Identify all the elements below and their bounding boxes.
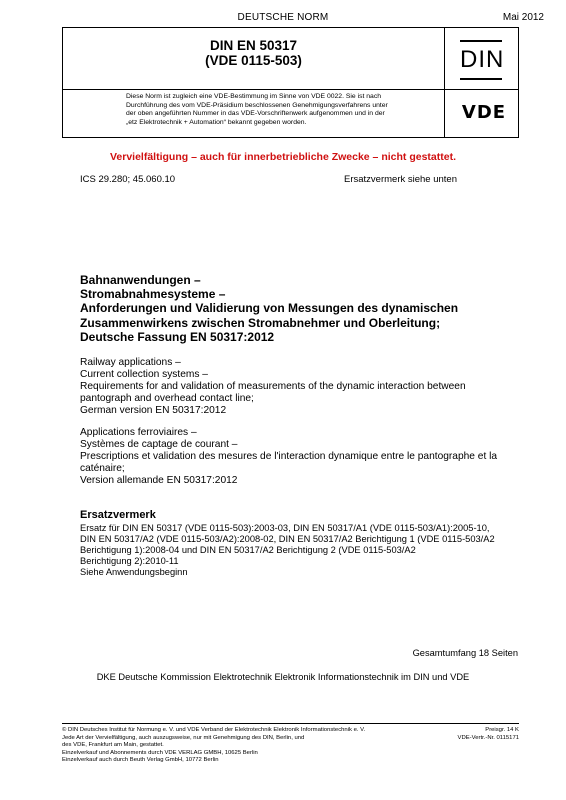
french-title-line: Version allemande EN 50317:2012 (80, 475, 238, 486)
vde-logo: VDE (461, 102, 507, 123)
din-logo-text: DIN (460, 46, 505, 73)
replacement-line: Ersatz für DIN EN 50317 (VDE 0115-503):2003-03, DIN EN 50317/A1 (VDE 0115-503/A1):2005-10, (80, 523, 490, 533)
footer-line: Einzelverkauf und Abonnements durch VDE VERLAG GMBH, 10625 Berlin (62, 749, 258, 756)
norm-number: DIN EN 50317 (209, 38, 298, 53)
replacement-line: Siehe Anwendungsbeginn (80, 567, 188, 578)
german-title-line: Bahnanwendungen – (80, 273, 201, 287)
french-title-line: Systèmes de captage de courant – (80, 439, 238, 450)
english-title-line: German version EN 50317:2012 (80, 405, 227, 416)
vde-number: (VDE 0115-503) (205, 53, 302, 68)
french-title-line: Applications ferroviaires – (80, 427, 197, 438)
german-title (80, 273, 530, 344)
german-title-line: Stromabnahmesysteme – (80, 287, 226, 302)
frame-divider-vertical (444, 28, 445, 137)
dke-line: DKE Deutsche Kommission Elektrotechnik Elektronik Informationstechnik im DIN und VDE (96, 672, 470, 682)
publication-date: Mai 2012 (502, 12, 544, 23)
reproduction-warning: Vervielfältigung – auch für innerbetriebliche Zwecke – nicht gestattet. (109, 151, 456, 163)
price-group: Preisgr. 14 K (485, 727, 519, 733)
notice-line: Durchführung des vom VDE-Präsidium beschlossenen Genehmigungsverfahrens unter (126, 101, 388, 109)
din-logo-bottom-bar (460, 78, 502, 80)
replacement-line: Berichtigung 2):2010-11 (80, 556, 179, 567)
english-title-line: Railway applications – (80, 357, 181, 368)
german-title-line: Zusammenwirkens zwischen Stromabnehmer und Oberleitung; (80, 315, 441, 330)
notice-line: „etz Elektrotechnik + Automation“ bekannt gegeben worden. (126, 118, 307, 126)
replacement-line: Berichtigung 1):2008-04 und DIN EN 50317/A2 Berichtigung 2 (VDE 0115-503/A2 (80, 545, 416, 556)
notice-line: der oben angeführten Nummer in das VDE-Vorschriftenwerk aufgenommen und in der (126, 110, 385, 118)
din-logo-top-bar (460, 40, 502, 42)
din-logo (460, 40, 505, 80)
document-type-header: DEUTSCHE NORM (237, 12, 329, 23)
replacement-text (80, 523, 525, 578)
replacement-note-ref: Ersatzvermerk siehe unten (344, 174, 457, 185)
total-pages: Gesamtumfang 18 Seiten (412, 648, 518, 658)
replacement-heading: Ersatzvermerk (80, 509, 156, 521)
german-title-line: Deutsche Fassung EN 50317:2012 (80, 329, 275, 344)
footer-line: Jede Art der Vervielfältigung, auch auszugsweise, nur mit Genehmigung des DIN, Berlin, und (62, 734, 305, 741)
ics-codes: ICS 29.280; 45.060.10 (80, 174, 176, 185)
replacement-line: DIN EN 50317/A2 (VDE 0115-503/A2):2008-02, DIN EN 50317/A2 Berichtigung 1 (VDE 0115-503/A2 (80, 534, 495, 545)
french-title-line: Prescriptions et validation des mesures de l'interaction dynamique entre le pantographe et la (80, 451, 498, 462)
english-title-line: Current collection systems – (80, 369, 208, 380)
price-info (458, 727, 519, 742)
french-title-line: caténaire; (80, 463, 125, 474)
norm-title-block (63, 38, 444, 68)
copyright-footer (62, 727, 442, 765)
german-title-line: Anforderungen und Validierung von Messungen des dynamischen (80, 301, 459, 316)
footer-line: Einzelverkauf auch durch Beuth Verlag GmbH, 10772 Berlin (62, 757, 219, 764)
frame-divider-horizontal (63, 89, 518, 90)
french-title (80, 427, 530, 487)
english-title-line: pantograph and overhead contact line; (80, 393, 254, 404)
notice-line: Diese Norm ist zugleich eine VDE-Bestimmung im Sinne von VDE 0022. Sie ist nach (126, 93, 381, 100)
footer-line: © DIN Deutsches Institut für Normung e. V. und VDE Verband der Elektrotechnik Elektronik Informationstechnik e. V. (62, 727, 366, 733)
english-title-line: Requirements for and validation of measurements of the dynamic interaction between (80, 381, 466, 392)
footer-line: des VDE, Frankfurt am Main, gestattet. (62, 742, 164, 749)
vde-notice (126, 93, 436, 127)
vde-order-number: VDE-Vertr.-Nr. 0115171 (457, 734, 519, 741)
english-title (80, 357, 530, 417)
footer-rule (62, 723, 519, 724)
